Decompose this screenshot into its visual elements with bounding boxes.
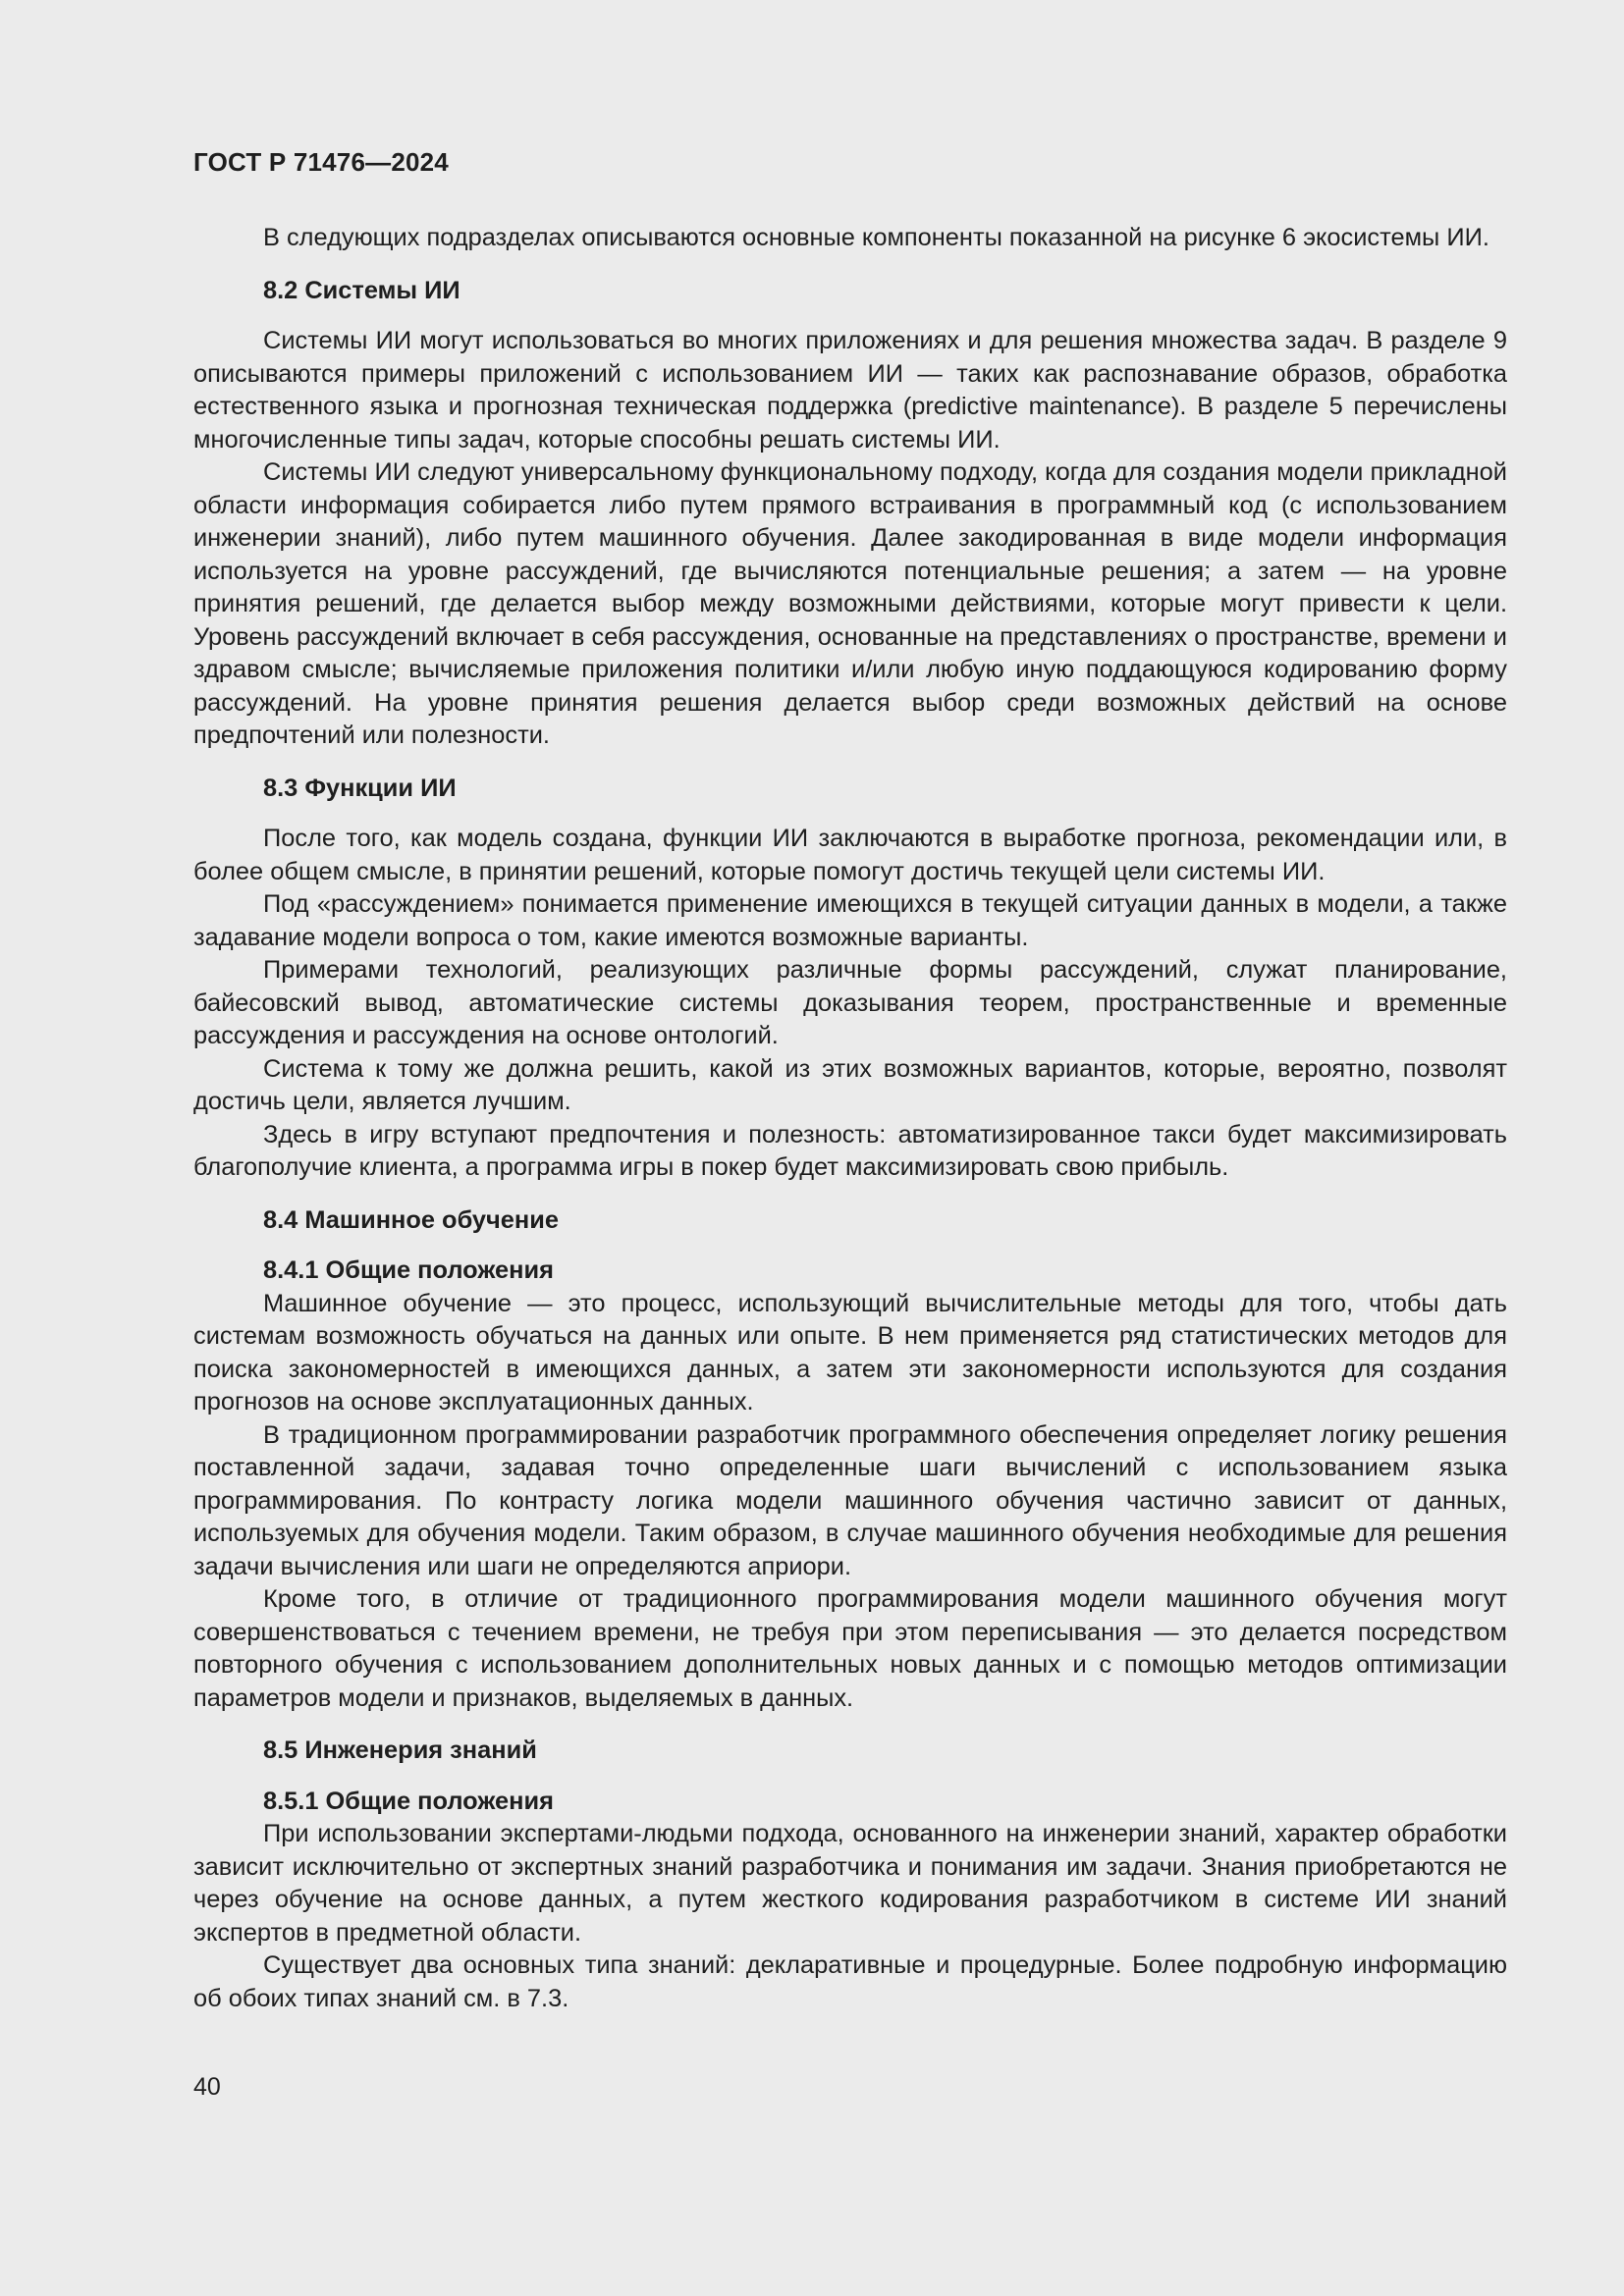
section-8-3-paragraph-4: Система к тому же должна решить, какой из этих возможных вариантов, которые, вероятно, позволят достичь цели, является лучшим. <box>193 1054 1507 1115</box>
standard-header: ГОСТ Р 71476—2024 <box>193 147 449 177</box>
section-8-2-heading: 8.2 Системы ИИ <box>263 276 460 304</box>
document-body <box>193 222 1507 2015</box>
section-8-3-heading: 8.3 Функции ИИ <box>263 774 457 802</box>
section-8-3-paragraph-3: Примерами технологий, реализующих различные формы рассуждений, служат планирование, байесовский вывод, автоматические системы доказывания теорем, пространственные и временные рассуждения и рассуждения на основе онтологий. <box>193 956 1507 1049</box>
page-number: 40 <box>193 2073 221 2101</box>
section-8-5-paragraph-1: При использовании экспертами-людьми подхода, основанного на инженерии знаний, характер обработки зависит исключительно от экспертных знаний разработчика и понимания им задачи. Знания приобретаются не через обучение на основе данных, а путем жесткого кодирования разработчиком в системе ИИ знаний экспертов в предметной области. <box>193 1820 1507 1947</box>
section-8-4-1-heading: 8.4.1 Общие положения <box>263 1256 554 1284</box>
section-8-2-paragraph-2: Системы ИИ следуют универсальному функциональному подходу, когда для создания модели прикладной области информация собирается либо путем прямого встраивания в программный код (с использованием инженерии знаний), либо путем машинного обучения. Далее закодированная в виде модели информация используется на уровне рассуждений, где вычисляются потенциальные решения; а затем — на уровне принятия решений, где делается выбор между возможными действиями, которые могут привести к цели. Уровень рассуждений включает в себя рассуждения, основанные на представлениях о пространстве, времени и здравом смысле; вычисляемые приложения политики и/или любую иную поддающуюся кодированию форму рассуждений. На уровне принятия решения делается выбор среди возможных действий на основе предпочтений или полезности. <box>193 458 1507 749</box>
section-8-5-paragraph-2: Существует два основных типа знаний: декларативные и процедурные. Более подробную информацию об обоих типах знаний см. в 7.3. <box>193 1951 1507 2012</box>
intro-paragraph: В следующих подразделах описываются основные компоненты показанной на рисунке 6 экосистемы ИИ. <box>263 224 1489 251</box>
section-8-4-paragraph-3: Кроме того, в отличие от традиционного программирования модели машинного обучения могут совершенствоваться с течением времени, не требуя при этом переписывания — это делается посредством повторного обучения с использованием дополнительных новых данных и с помощью методов оптимизации параметров модели и признаков, выделяемых в данных. <box>193 1585 1507 1712</box>
section-8-3-paragraph-1: После того, как модель создана, функции ИИ заключаются в выработке прогноза, рекомендации или, в более общем смысле, в принятии решений, которые помогут достичь текущей цели системы ИИ. <box>193 825 1507 885</box>
section-8-2-paragraph-1: Системы ИИ могут использоваться во многих приложениях и для решения множества задач. В разделе 9 описываются примеры приложений с использованием ИИ — таких как распознавание образов, обработка естественного языка и прогнозная техническая поддержка (predictive maintenance). В разделе 5 перечислены многочисленные типы задач, которые способны решать системы ИИ. <box>193 327 1507 454</box>
section-8-4-paragraph-2: В традиционном программировании разработчик программного обеспечения определяет логику решения поставленной задачи, задавая точно определенные шаги вычислений с использованием языка программирования. По контрасту логика модели машинного обучения частично зависит от данных, используемых для обучения модели. Таким образом, в случае машинного обучения необходимые для решения задачи вычисления или шаги не определяются априори. <box>193 1420 1507 1580</box>
section-8-3-paragraph-2: Под «рассуждением» понимается применение имеющихся в текущей ситуации данных в модели, а также задавание модели вопроса о том, какие имеются возможные варианты. <box>193 890 1507 951</box>
section-8-3-paragraph-5: Здесь в игру вступают предпочтения и полезность: автоматизированное такси будет максимизировать благополучие клиента, а программа игры в покер будет максимизировать свою прибыль. <box>193 1120 1507 1181</box>
section-8-4-heading: 8.4 Машинное обучение <box>263 1205 559 1234</box>
section-8-5-heading: 8.5 Инженерия знаний <box>263 1736 537 1764</box>
section-8-4-paragraph-1: Машинное обучение — это процесс, использующий вычислительные методы для того, чтобы дать системам возможность обучаться на данных или опыте. В нем применяется ряд статистических методов для поиска закономерностей в имеющихся данных, а затем эти закономерности используются для создания прогнозов на основе эксплуатационных данных. <box>193 1289 1507 1415</box>
section-8-5-1-heading: 8.5.1 Общие положения <box>263 1787 554 1815</box>
